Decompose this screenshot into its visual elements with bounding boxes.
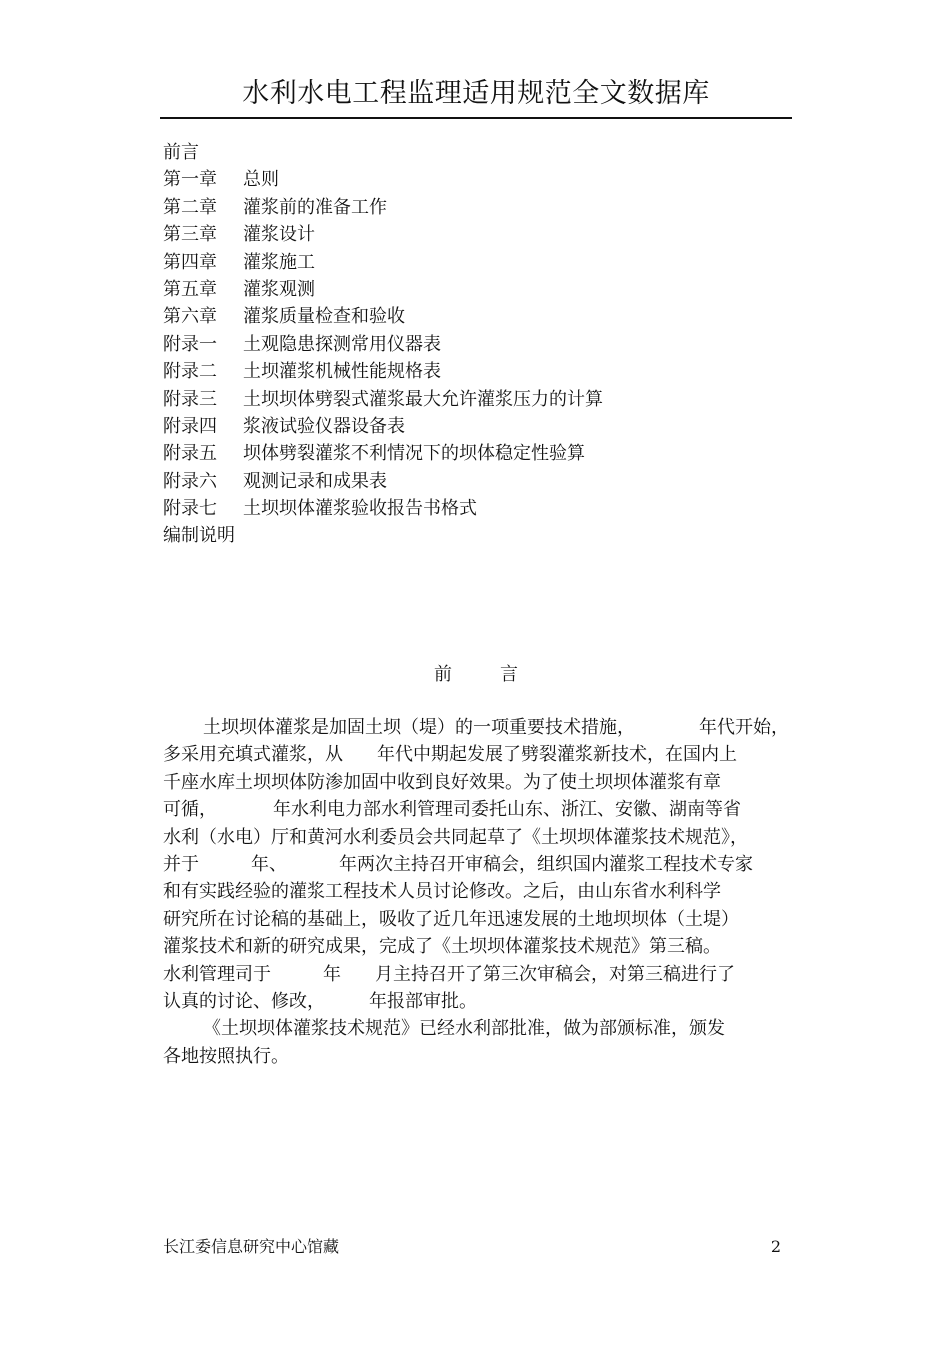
text-segment: 月主持召开了第三次审稿会，对第三稿进行了 — [375, 963, 735, 985]
text-segment: 年两次主持召开审稿会，组织国内灌浆工程技术专家 — [339, 853, 753, 875]
toc-item-number: 附录五 — [163, 443, 217, 465]
toc-item-title: 坝体劈裂灌浆不利情况下的坝体稳定性验算 — [243, 443, 585, 465]
toc-item[interactable] — [163, 440, 783, 467]
text-line — [163, 769, 789, 796]
toc-item-title: 前言 — [163, 142, 199, 163]
footer-archive-label: 长江委信息研究中心馆藏 — [163, 1237, 340, 1256]
toc-item[interactable] — [163, 386, 783, 413]
text-segment: 年报部审批。 — [369, 990, 477, 1012]
text-segment: 可循， — [163, 799, 217, 821]
text-line — [163, 906, 789, 933]
toc-item-number: 附录一 — [163, 333, 217, 355]
toc-item[interactable] — [163, 468, 783, 495]
text-line — [163, 961, 789, 988]
toc-item-number: 第五章 — [163, 278, 217, 300]
text-segment: 认真的讨论、修改， — [163, 990, 325, 1012]
text-segment: 各地按照执行。 — [163, 1045, 289, 1067]
toc-item-title: 观测记录和成果表 — [243, 470, 387, 492]
text-segment: 灌浆技术和新的研究成果，完成了《土坝坝体灌浆技术规范》第三稿。 — [163, 936, 721, 958]
page-footer — [163, 1236, 781, 1258]
toc-item[interactable] — [163, 166, 783, 193]
text-segment: 年、 — [251, 853, 287, 875]
text-segment: 年代开始， — [699, 717, 789, 738]
text-segment: 多采用充填式灌浆，从 — [163, 744, 343, 766]
text-line — [163, 796, 789, 823]
text-segment: 年 — [323, 963, 341, 985]
text-segment: 研究所在讨论稿的基础上，吸收了近几年迅速发展的土地坝坝体（土堤） — [163, 908, 739, 930]
table-of-contents — [163, 139, 783, 550]
toc-item-title: 土坝灌浆机械性能规格表 — [243, 361, 441, 383]
toc-item-number: 附录三 — [163, 388, 217, 410]
text-segment: 《土坝坝体灌浆技术规范》已经水利部批准，做为部颁标准，颁发 — [203, 1018, 725, 1040]
toc-item[interactable] — [163, 522, 783, 549]
toc-item[interactable] — [163, 303, 783, 330]
toc-item-title: 总则 — [243, 169, 279, 191]
page-number: 2 — [770, 1237, 781, 1256]
text-line — [163, 714, 789, 741]
text-segment: 年代中期起发展了劈裂灌浆新技术，在国内上 — [377, 744, 737, 766]
toc-item-title: 灌浆质量检查和验收 — [243, 306, 405, 328]
foreword-body — [163, 714, 789, 1070]
text-segment: 和有实践经验的灌浆工程技术人员讨论修改。之后，由山东省水利科学 — [163, 881, 721, 903]
text-line — [163, 851, 789, 878]
text-line — [163, 933, 789, 960]
toc-item[interactable] — [163, 221, 783, 248]
toc-item[interactable] — [163, 495, 783, 522]
text-line — [163, 824, 789, 851]
text-segment: 并于 — [163, 853, 199, 875]
toc-item-number: 第二章 — [163, 196, 217, 218]
toc-item[interactable] — [163, 413, 783, 440]
toc-item-number: 附录二 — [163, 361, 217, 383]
toc-item-title: 灌浆观测 — [243, 278, 315, 300]
toc-item-title: 灌浆施工 — [243, 251, 315, 273]
text-line — [163, 878, 789, 905]
page-header-title: 水利水电工程监理适用规范全文数据库 — [242, 78, 710, 109]
toc-item-number: 附录七 — [163, 498, 217, 520]
toc-item[interactable] — [163, 358, 783, 385]
toc-item-title: 灌浆设计 — [243, 224, 315, 246]
toc-item[interactable] — [163, 249, 783, 276]
text-line — [163, 741, 789, 768]
toc-item-number: 附录六 — [163, 470, 217, 492]
toc-item-number: 附录四 — [163, 415, 217, 437]
text-segment: 土坝坝体灌浆是加固土坝（堤）的一项重要技术措施， — [203, 717, 635, 738]
toc-item-title: 土观隐患探测常用仪器表 — [243, 333, 441, 355]
toc-item-title: 灌浆前的准备工作 — [243, 196, 387, 218]
text-segment: 年水利电力部水利管理司委托山东、浙江、安徽、湖南等省 — [273, 799, 741, 821]
text-segment: 水利管理司于 — [163, 963, 271, 985]
section-heading-foreword — [160, 661, 792, 689]
text-line — [163, 988, 789, 1015]
toc-item[interactable] — [163, 194, 783, 221]
section-heading-char: 言 — [500, 664, 518, 685]
section-heading-char: 前 — [434, 664, 452, 685]
toc-item-title: 编制说明 — [163, 525, 235, 547]
toc-item[interactable] — [163, 276, 783, 303]
text-segment: 水利（水电）厅和黄河水利委员会共同起草了《土坝坝体灌浆技术规范》， — [163, 826, 748, 848]
toc-item-title: 浆液试验仪器设备表 — [243, 415, 405, 437]
toc-item[interactable] — [163, 139, 783, 166]
text-line — [163, 1043, 789, 1070]
toc-item-number: 第四章 — [163, 251, 217, 273]
text-line — [163, 1015, 789, 1042]
toc-item-title: 土坝坝体劈裂式灌浆最大允许灌浆压力的计算 — [243, 388, 603, 410]
toc-item-number: 第三章 — [163, 224, 217, 246]
toc-item-number: 第一章 — [163, 169, 217, 191]
toc-item-title: 土坝坝体灌浆验收报告书格式 — [243, 498, 477, 520]
header-divider — [160, 117, 792, 119]
toc-item-number: 第六章 — [163, 306, 217, 328]
text-segment: 千座水库土坝坝体防渗加固中收到良好效果。为了使土坝坝体灌浆有章 — [163, 771, 721, 793]
toc-item[interactable] — [163, 331, 783, 358]
